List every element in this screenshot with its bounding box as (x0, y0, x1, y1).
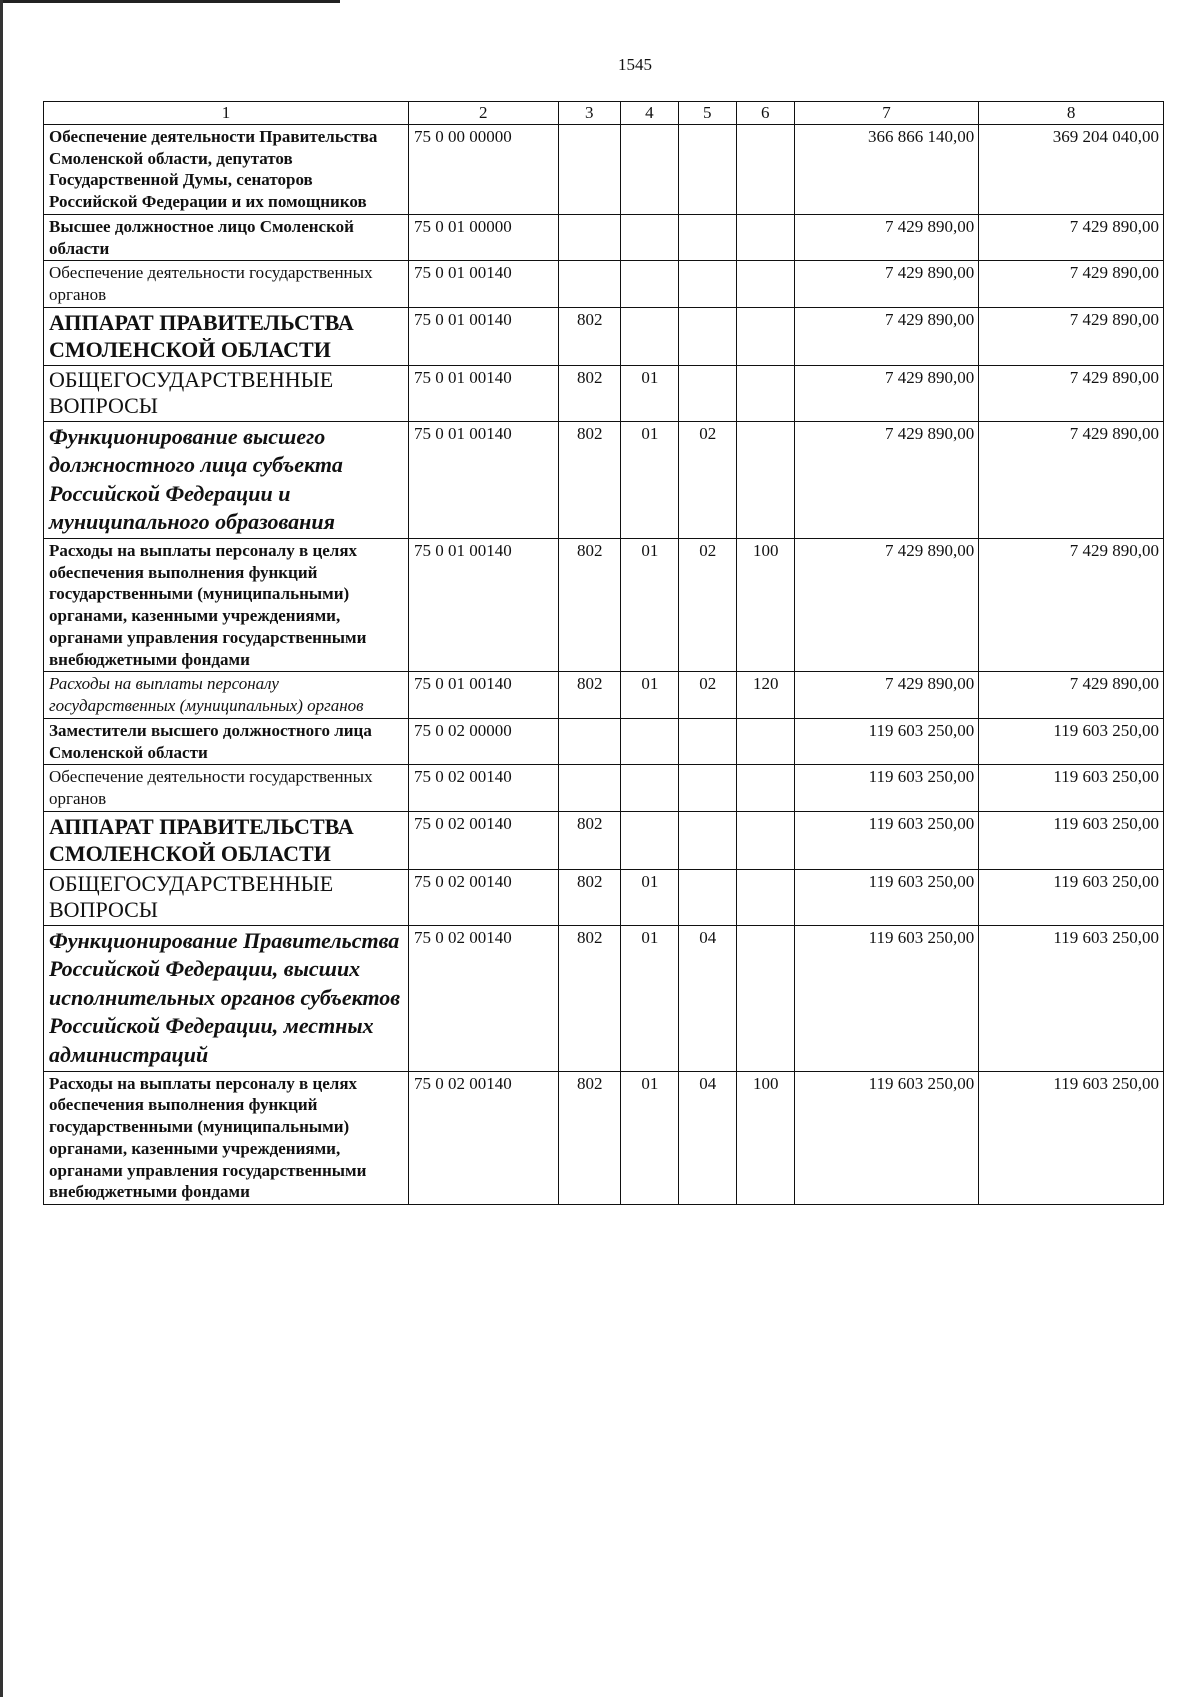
section-code (620, 811, 678, 869)
subsection-code (678, 124, 736, 214)
target-article-code: 75 0 02 00000 (408, 718, 558, 765)
table-row (44, 672, 1164, 719)
section-code (620, 124, 678, 214)
subsection-code: 04 (678, 1071, 736, 1205)
ministry-code: 802 (558, 307, 620, 365)
amount-col-8: 7 429 890,00 (979, 214, 1164, 261)
section-code (620, 214, 678, 261)
ministry-code: 802 (558, 811, 620, 869)
section-code: 01 (620, 365, 678, 421)
table-row (44, 925, 1164, 1071)
table-row (44, 765, 1164, 812)
target-article-code: 75 0 02 00140 (408, 1071, 558, 1205)
ministry-code: 802 (558, 365, 620, 421)
section-code: 01 (620, 1071, 678, 1205)
amount-col-8: 119 603 250,00 (979, 718, 1164, 765)
row-name: Функционирование высшего должностного лица субъекта Российской Федерации и муниципального образования (44, 421, 409, 538)
target-article-code: 75 0 01 00140 (408, 307, 558, 365)
amount-col-7: 119 603 250,00 (794, 1071, 979, 1205)
header-col-6: 6 (736, 102, 794, 125)
amount-col-7: 7 429 890,00 (794, 261, 979, 308)
target-article-code: 75 0 01 00140 (408, 538, 558, 672)
subsection-code: 04 (678, 925, 736, 1071)
header-col-3: 3 (558, 102, 620, 125)
subsection-code (678, 718, 736, 765)
target-article-code: 75 0 01 00000 (408, 214, 558, 261)
target-article-code: 75 0 01 00140 (408, 672, 558, 719)
expense-type-code (736, 365, 794, 421)
target-article-code: 75 0 02 00140 (408, 811, 558, 869)
amount-col-8: 119 603 250,00 (979, 925, 1164, 1071)
table-row (44, 365, 1164, 421)
table-row (44, 869, 1164, 925)
amount-col-8: 7 429 890,00 (979, 307, 1164, 365)
subsection-code (678, 261, 736, 308)
subsection-code: 02 (678, 421, 736, 538)
amount-col-8: 7 429 890,00 (979, 538, 1164, 672)
table-row (44, 1071, 1164, 1205)
table-row (44, 718, 1164, 765)
table-row (44, 421, 1164, 538)
header-col-2: 2 (408, 102, 558, 125)
section-code: 01 (620, 672, 678, 719)
ministry-code (558, 718, 620, 765)
amount-col-7: 7 429 890,00 (794, 214, 979, 261)
subsection-code: 02 (678, 538, 736, 672)
subsection-code (678, 811, 736, 869)
row-name: ОБЩЕГОСУДАРСТВЕННЫЕ ВОПРОСЫ (44, 365, 409, 421)
amount-col-8: 119 603 250,00 (979, 811, 1164, 869)
ministry-code (558, 261, 620, 308)
amount-col-8: 119 603 250,00 (979, 869, 1164, 925)
expense-type-code (736, 307, 794, 365)
expense-type-code (736, 811, 794, 869)
section-code: 01 (620, 925, 678, 1071)
subsection-code (678, 365, 736, 421)
amount-col-7: 119 603 250,00 (794, 811, 979, 869)
ministry-code: 802 (558, 1071, 620, 1205)
amount-col-7: 119 603 250,00 (794, 718, 979, 765)
target-article-code: 75 0 01 00140 (408, 365, 558, 421)
section-code: 01 (620, 869, 678, 925)
ministry-code (558, 124, 620, 214)
left-border-line (0, 0, 3, 1697)
subsection-code (678, 869, 736, 925)
target-article-code: 75 0 02 00140 (408, 869, 558, 925)
ministry-code: 802 (558, 869, 620, 925)
row-name: Расходы на выплаты персоналу в целях обеспечения выполнения функций государственными (муниципальными) органами, казенными учреждениями, органами управления государственными внебюджетными фондами (44, 1071, 409, 1205)
amount-col-7: 7 429 890,00 (794, 421, 979, 538)
target-article-code: 75 0 02 00140 (408, 925, 558, 1071)
page-number: 1545 (618, 55, 652, 74)
top-border-line (0, 0, 340, 3)
table-row (44, 214, 1164, 261)
section-code (620, 718, 678, 765)
section-code (620, 261, 678, 308)
header-col-1: 1 (44, 102, 409, 125)
section-code: 01 (620, 421, 678, 538)
amount-col-7: 7 429 890,00 (794, 365, 979, 421)
ministry-code: 802 (558, 421, 620, 538)
table-row (44, 538, 1164, 672)
amount-col-8: 119 603 250,00 (979, 1071, 1164, 1205)
budget-table (43, 101, 1164, 1205)
amount-col-8: 7 429 890,00 (979, 672, 1164, 719)
row-name: Обеспечение деятельности Правительства Смоленской области, депутатов Государственной Думы, сенаторов Российской Федерации и их помощников (44, 124, 409, 214)
table-body (44, 124, 1164, 1204)
amount-col-7: 119 603 250,00 (794, 925, 979, 1071)
subsection-code (678, 214, 736, 261)
amount-col-7: 7 429 890,00 (794, 538, 979, 672)
amount-col-7: 7 429 890,00 (794, 307, 979, 365)
expense-type-code (736, 718, 794, 765)
target-article-code: 75 0 01 00140 (408, 421, 558, 538)
table-row (44, 811, 1164, 869)
ministry-code: 802 (558, 672, 620, 719)
row-name: Высшее должностное лицо Смоленской области (44, 214, 409, 261)
amount-col-7: 119 603 250,00 (794, 765, 979, 812)
section-code (620, 307, 678, 365)
amount-col-7: 119 603 250,00 (794, 869, 979, 925)
amount-col-8: 119 603 250,00 (979, 765, 1164, 812)
expense-type-code (736, 124, 794, 214)
ministry-code (558, 214, 620, 261)
amount-col-7: 7 429 890,00 (794, 672, 979, 719)
table-row (44, 124, 1164, 214)
header-row (44, 102, 1164, 125)
target-article-code: 75 0 02 00140 (408, 765, 558, 812)
amount-col-7: 366 866 140,00 (794, 124, 979, 214)
row-name: ОБЩЕГОСУДАРСТВЕННЫЕ ВОПРОСЫ (44, 869, 409, 925)
row-name: АППАРАТ ПРАВИТЕЛЬСТВА СМОЛЕНСКОЙ ОБЛАСТИ (44, 811, 409, 869)
amount-col-8: 369 204 040,00 (979, 124, 1164, 214)
ministry-code: 802 (558, 538, 620, 672)
row-name: АППАРАТ ПРАВИТЕЛЬСТВА СМОЛЕНСКОЙ ОБЛАСТИ (44, 307, 409, 365)
target-article-code: 75 0 01 00140 (408, 261, 558, 308)
row-name: Обеспечение деятельности государственных органов (44, 261, 409, 308)
table-row (44, 307, 1164, 365)
expense-type-code: 120 (736, 672, 794, 719)
section-code (620, 765, 678, 812)
expense-type-code (736, 925, 794, 1071)
row-name: Функционирование Правительства Российской Федерации, высших исполнительных органов субъектов Российской Федерации, местных администраций (44, 925, 409, 1071)
subsection-code (678, 307, 736, 365)
subsection-code (678, 765, 736, 812)
ministry-code: 802 (558, 925, 620, 1071)
table-row (44, 261, 1164, 308)
expense-type-code (736, 869, 794, 925)
section-code: 01 (620, 538, 678, 672)
row-name: Расходы на выплаты персоналу государственных (муниципальных) органов (44, 672, 409, 719)
subsection-code: 02 (678, 672, 736, 719)
header-col-4: 4 (620, 102, 678, 125)
expense-type-code: 100 (736, 538, 794, 672)
amount-col-8: 7 429 890,00 (979, 261, 1164, 308)
target-article-code: 75 0 00 00000 (408, 124, 558, 214)
row-name: Обеспечение деятельности государственных органов (44, 765, 409, 812)
expense-type-code (736, 261, 794, 308)
row-name: Заместители высшего должностного лица Смоленской области (44, 718, 409, 765)
header-col-7: 7 (794, 102, 979, 125)
header-col-5: 5 (678, 102, 736, 125)
expense-type-code (736, 421, 794, 538)
ministry-code (558, 765, 620, 812)
amount-col-8: 7 429 890,00 (979, 365, 1164, 421)
expense-type-code: 100 (736, 1071, 794, 1205)
expense-type-code (736, 214, 794, 261)
expense-type-code (736, 765, 794, 812)
header-col-8: 8 (979, 102, 1164, 125)
row-name: Расходы на выплаты персоналу в целях обеспечения выполнения функций государственными (муниципальными) органами, казенными учреждениями, органами управления государственными внебюджетными фондами (44, 538, 409, 672)
amount-col-8: 7 429 890,00 (979, 421, 1164, 538)
